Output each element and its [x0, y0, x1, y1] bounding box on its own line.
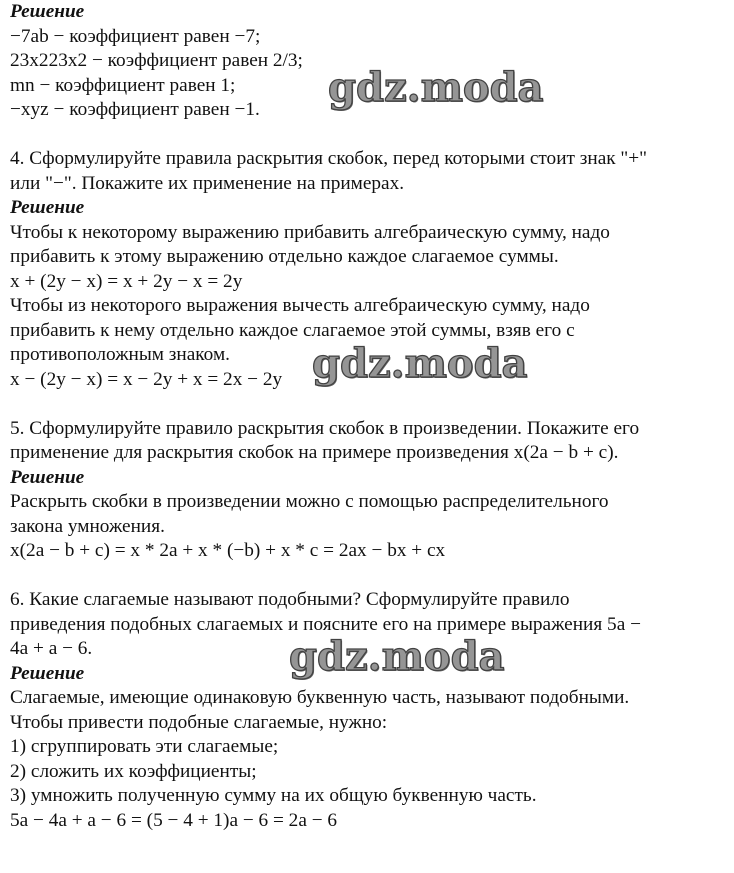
- text-line: или "−". Покажите их применение на примерах.: [10, 172, 405, 194]
- text-line: Чтобы привести подобные слагаемые, нужно:: [10, 711, 388, 733]
- watermark-logo: gdz.moda: [328, 64, 544, 111]
- text-line: x(2a − b + c) = x * 2a + x * (−b) + x * c = 2ax − bx + cx: [10, 540, 446, 561]
- text-line: 5. Сформулируйте правило раскрытия скобок в произведении. Покажите его: [10, 417, 640, 439]
- text-line: 4. Сформулируйте правила раскрытия скобок, перед которыми стоит знак "+": [10, 148, 648, 169]
- text-line: прибавить к этому выражению отдельно каждое слагаемое суммы.: [10, 246, 559, 267]
- paragraph-gap: [10, 123, 728, 148]
- solution-heading: Решение: [10, 466, 85, 488]
- watermark-logo: gdz.moda: [312, 340, 528, 387]
- text-line: 6. Какие слагаемые называют подобными? Сформулируйте правило: [10, 589, 570, 610]
- text-line: 4a + a − 6.: [10, 638, 93, 659]
- text-line: противоположным знаком.: [10, 344, 230, 365]
- text-line: закона умножения.: [10, 515, 165, 537]
- text-line: прибавить к нему отдельно каждое слагаемое этой суммы, взяв его с: [10, 319, 575, 341]
- paragraph-gap: [10, 392, 728, 417]
- text-line: 5a − 4a + a − 6 = (5 − 4 + 1)a − 6 = 2a − 6: [10, 809, 338, 831]
- text-line: 1) сгруппировать эти слагаемые;: [10, 736, 279, 757]
- solution-heading: Решение: [10, 1, 85, 22]
- text-line: 3) умножить полученную сумму на их общую буквенную часть.: [10, 785, 537, 806]
- text-line: Чтобы к некоторому выражению прибавить алгебраическую сумму, надо: [10, 221, 610, 243]
- text-line: применение для раскрытия скобок на примере произведения x(2a − b + c).: [10, 442, 619, 463]
- solution-heading: Решение: [10, 662, 85, 684]
- text-line: mn − коэффициент равен 1;: [10, 74, 236, 96]
- text-line: −xyz − коэффициент равен −1.: [10, 99, 260, 120]
- document-body: [10, 0, 728, 833]
- text-line: −7ab − коэффициент равен −7;: [10, 25, 261, 47]
- solution-heading: Решение: [10, 197, 85, 218]
- text-line: Чтобы из некоторого выражения вычесть алгебраическую сумму, надо: [10, 295, 590, 316]
- paragraph-gap: [10, 564, 728, 589]
- text-line: 23x223x2 − коэффициент равен 2/3;: [10, 50, 303, 71]
- text-line: приведения подобных слагаемых и поясните его на примере выражения 5a −: [10, 613, 641, 635]
- text-line: x − (2y − x) = x − 2y + x = 2x − 2y: [10, 368, 283, 390]
- text-line: 2) сложить их коэффициенты;: [10, 760, 257, 782]
- watermark-logo: gdz.moda: [289, 633, 505, 680]
- text-line: Слагаемые, имеющие одинаковую буквенную часть, называют подобными.: [10, 687, 630, 708]
- text-line: x + (2y − x) = x + 2y − x = 2y: [10, 270, 243, 292]
- text-line: Раскрыть скобки в произведении можно с помощью распределительного: [10, 491, 609, 512]
